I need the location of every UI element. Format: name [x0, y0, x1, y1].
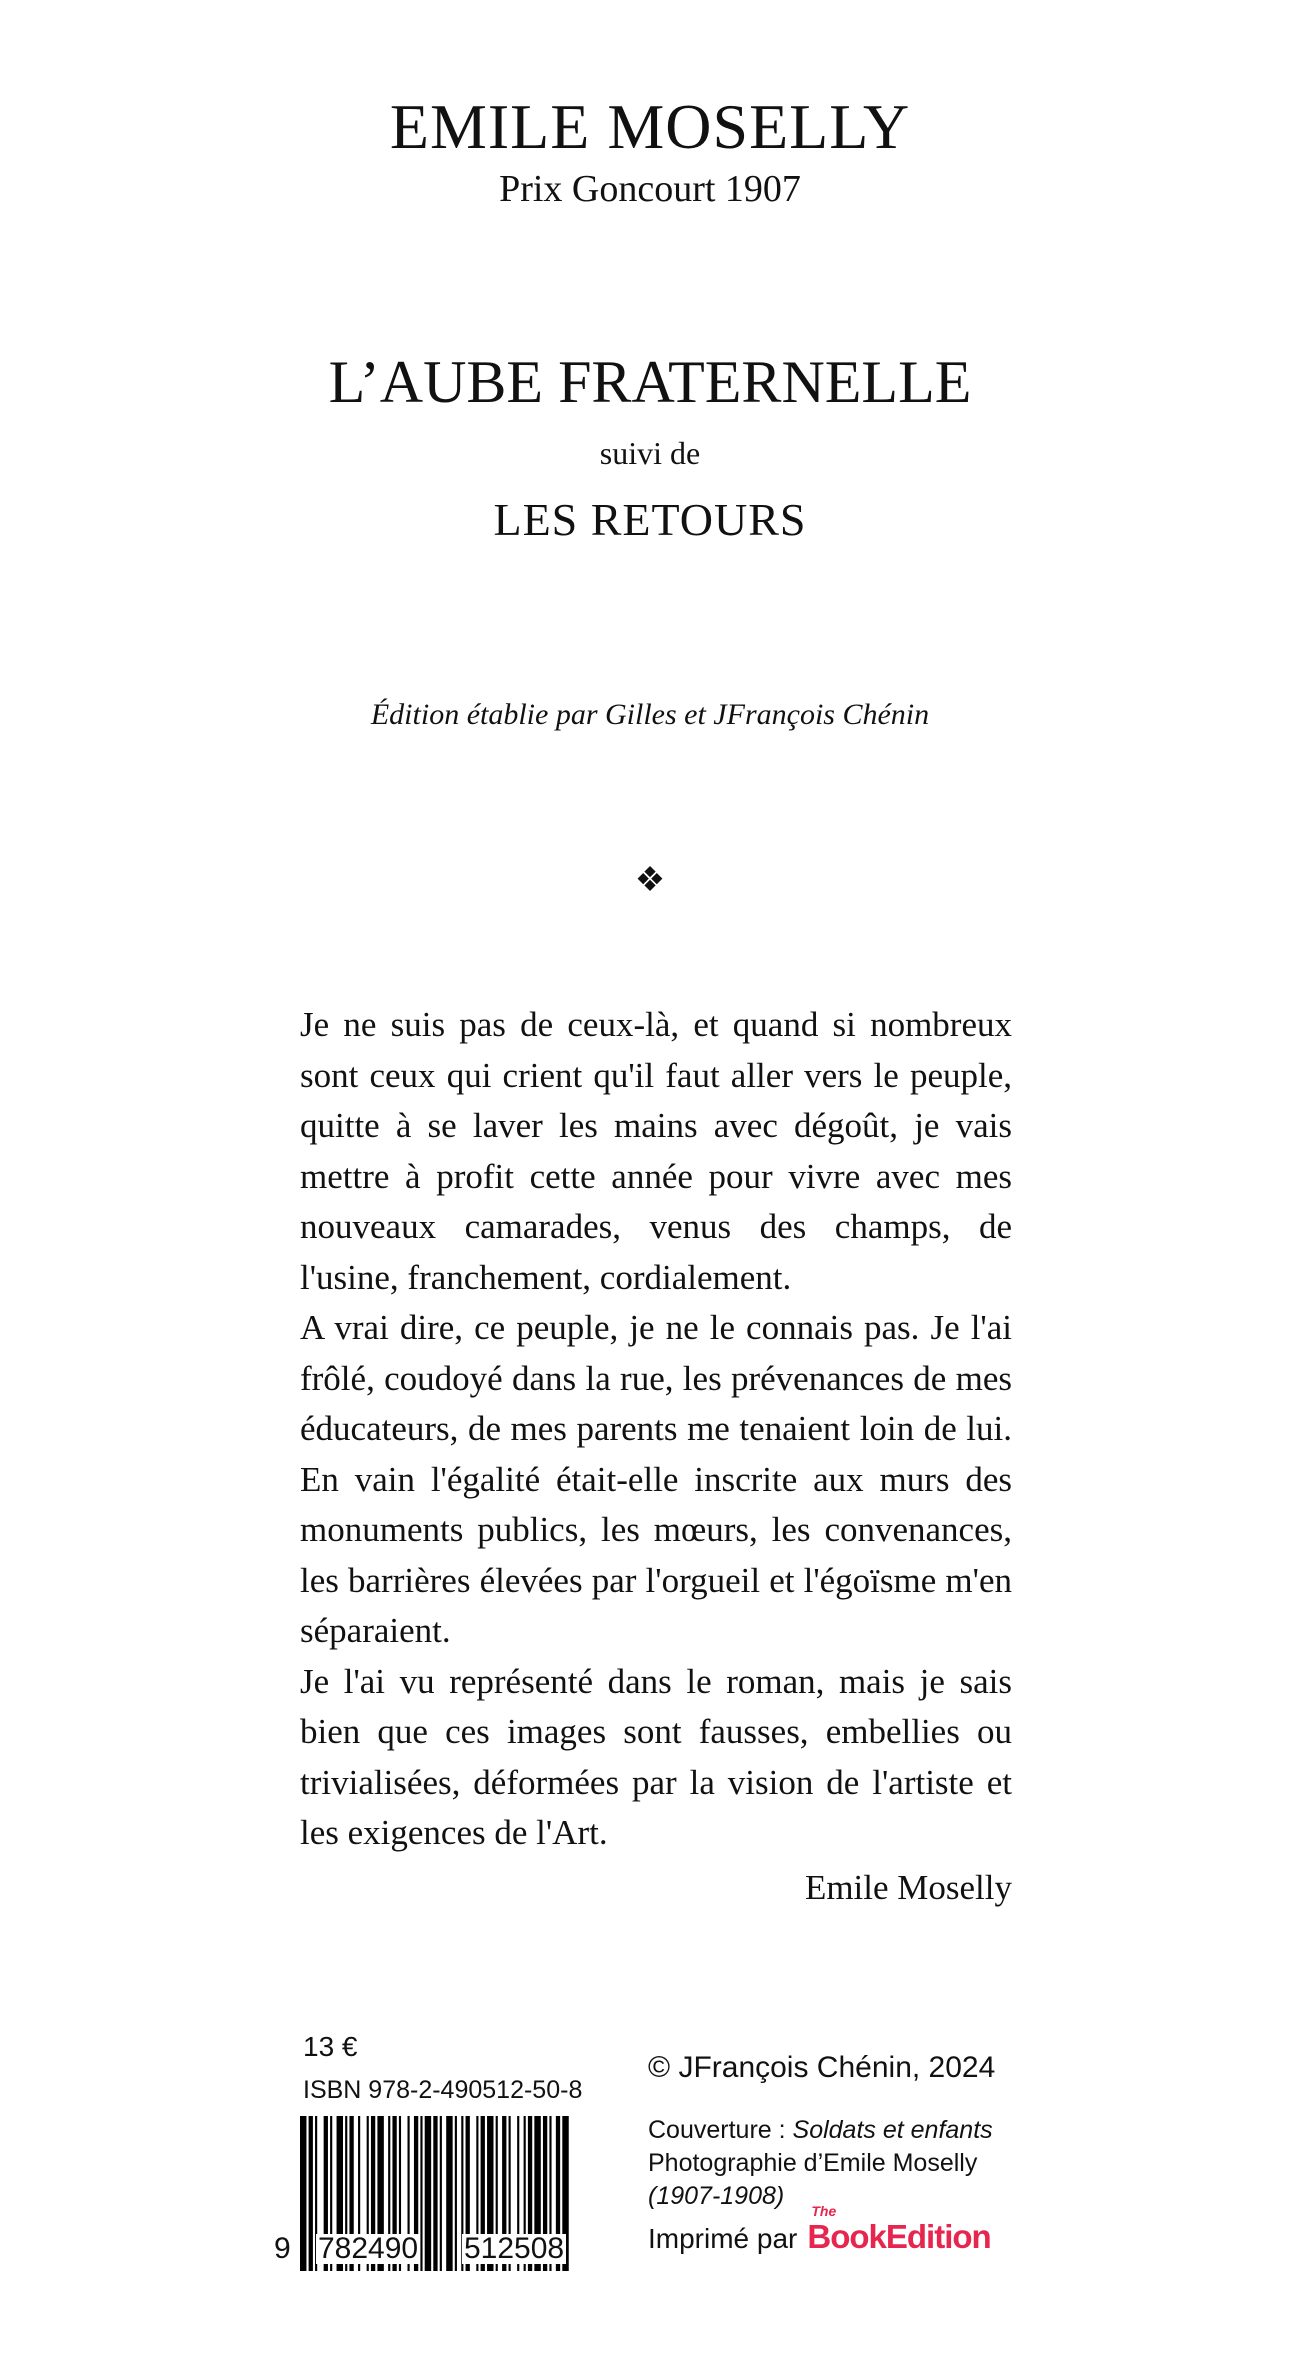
publisher-logo-name: BookEdition	[807, 2218, 991, 2255]
cover-label: Couverture :	[648, 2116, 793, 2144]
barcode-digits	[272, 2234, 612, 2274]
cover-credit	[648, 2114, 995, 2147]
price: 13 €	[303, 2031, 358, 2062]
excerpt-paragraph: Je l'ai vu représenté dans le roman, mais je sais bien que ces images sont fausses, embellies ou trivialisées, déformées par la vision de l'artiste et les exigences de l'Art.	[300, 1661, 1012, 1852]
publisher-logo	[807, 2203, 991, 2255]
printer-credit	[648, 2203, 991, 2255]
cover-title: Soldats et enfants	[792, 2116, 993, 2144]
credits	[648, 2053, 995, 2213]
excerpt-paragraph: A vrai dire, ce peuple, je ne le connais pas. Je l'ai frôlé, coudoyé dans la rue, les prévenances de mes éducateurs, de mes parents me tenaient loin de lui. En vain l'égalité était-elle inscrite aux murs des monuments publics, les mœurs, les convenances, les barrières élevées par l'orgueil et l'égoïsme m'en séparaient.	[300, 1308, 1012, 1650]
title-connector: suivi de	[599, 435, 701, 471]
excerpt-paragraph: Je ne suis pas de ceux-là, et quand si nombreux sont ceux qui crient qu'il faut aller vers le peuple, quitte à se laver les mains avec dégoût, je vais mettre à profit cette année pour vivre avec mes nouveaux camarades, venus des champs, de l'usine, franchement, cordialement.	[300, 1005, 1012, 1297]
barcode-digit-first: 9	[274, 2232, 291, 2265]
copyright: © JFrançois Chénin, 2024	[648, 2051, 996, 2084]
prize-subtitle: Prix Goncourt 1907	[499, 168, 801, 210]
second-title: LES RETOURS	[493, 494, 807, 545]
book-title: L’AUBE FRATERNELLE	[328, 349, 972, 415]
photo-credit: Photographie d’Emile Moselly	[648, 2149, 978, 2177]
photo-dates: (1907-1908)	[648, 2182, 785, 2210]
ornament-icon: ❖	[634, 862, 666, 899]
excerpt	[300, 1000, 1012, 1913]
publisher-logo-the: The	[811, 2203, 837, 2219]
excerpt-signature: Emile Moselly	[804, 1867, 1012, 1907]
barcode-digits-left: 782490	[318, 2232, 419, 2265]
author-name: EMILE MOSELLY	[389, 91, 911, 162]
isbn: ISBN 978-2-490512-50-8	[303, 2076, 583, 2104]
barcode-digits-right: 512508	[464, 2232, 565, 2265]
printed-by-label: Imprimé par	[648, 2223, 798, 2254]
edition-credit: Édition établie par Gilles et JFrançois Chénin	[370, 698, 930, 731]
